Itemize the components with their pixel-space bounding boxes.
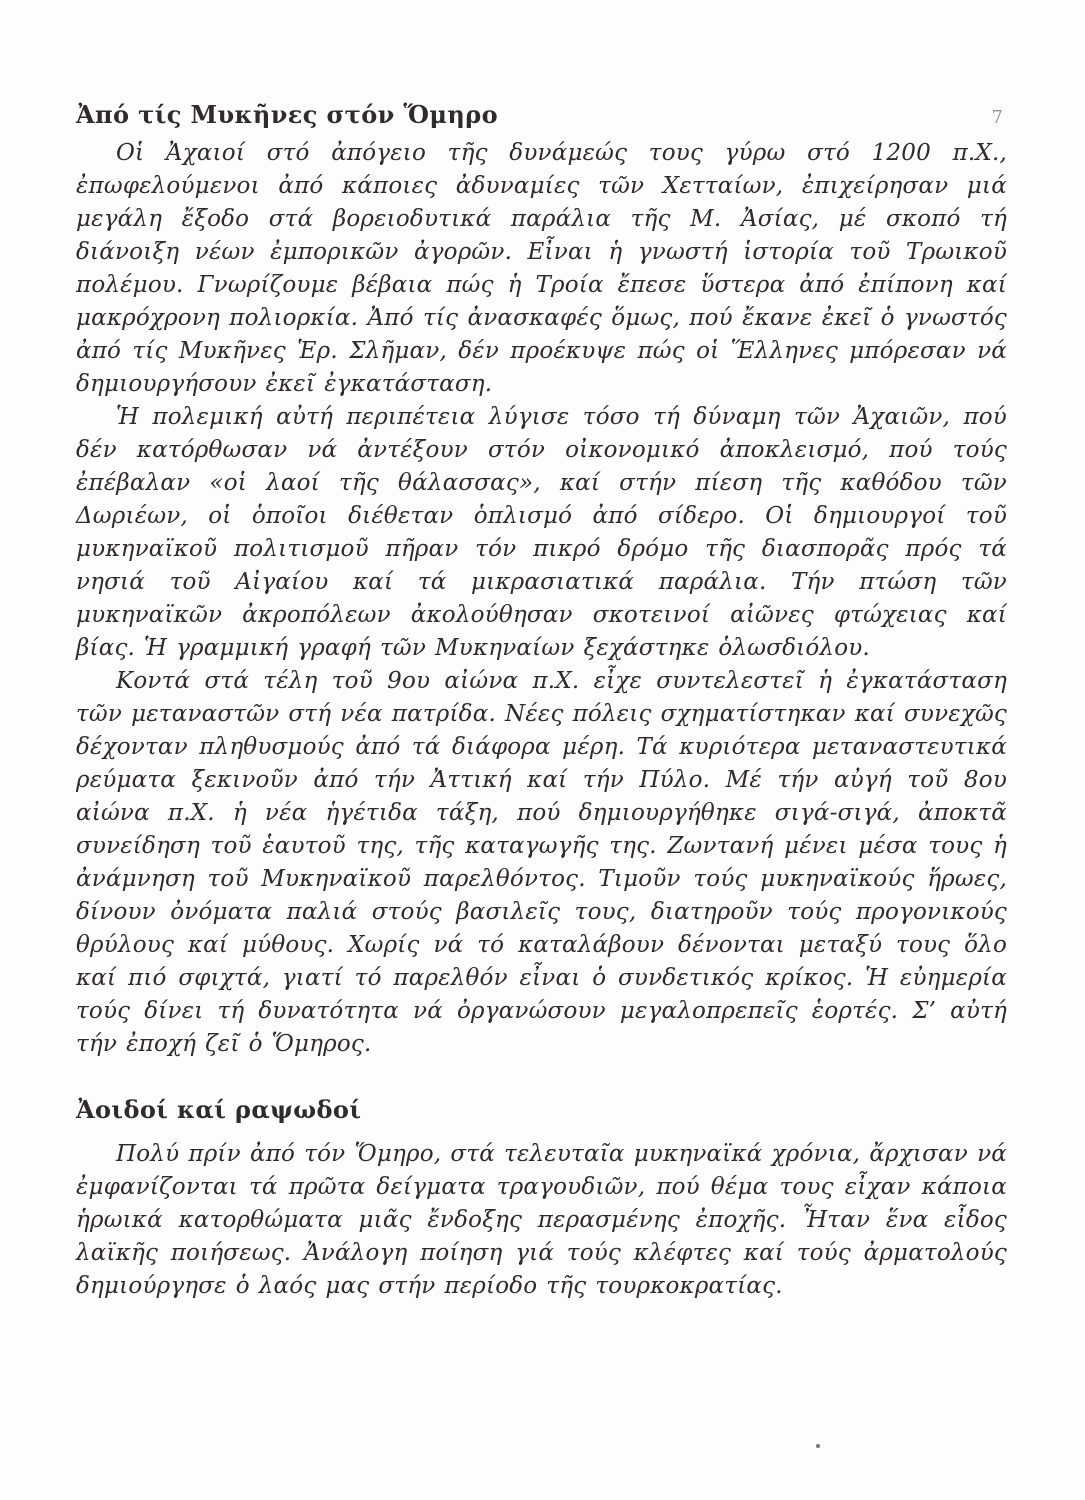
subsection-body [76, 1138, 1007, 1303]
page-header [76, 100, 1007, 129]
paragraph: Οἱ Ἀχαιοί στό ἀπόγειο τῆς δυνάμεώς τους γύρω στό 1200 π.Χ., ἐπωφελούμενοι ἀπό κάποιες ἀδυναμίες τῶν Χετταίων, ἐπιχείρησαν μιά μεγάλη ἔξοδο στά βορειοδυτικά παράλια τῆς Μ. Ἀσίας, μέ σκοπό τή διάνοιξη νέων ἐμπορικῶν ἀγορῶν. Εἶναι ἡ γνωστή ἱστορία τοῦ Τρωικοῦ πολέμου. Γνωρίζουμε βέβαια πώς ἡ Τροία ἔπεσε ὕστερα ἀπό ἐπίπονη καί μακρόχρονη πολιορκία. Ἀπό τίς ἀνασκαφές ὅμως, πού ἔκανε ἐκεῖ ὁ γνωστός ἀπό τίς Μυκῆνες Ἑρ. Σλῆμαν, δέν προέκυψε πώς οἱ Ἕλληνες μπόρεσαν νά δημιουργήσουν ἐκεῖ ἐγκατάσταση. [76, 140, 1007, 397]
scan-artifact-speck [816, 1444, 820, 1448]
subsection-heading: Ἀοιδοί καί ραψωδοί [76, 1095, 362, 1124]
paragraph: Κοντά στά τέλη τοῦ 9ου αἰώνα π.Χ. εἶχε συντελεστεῖ ἡ ἐγκατάσταση τῶν μεταναστῶν στή νέα πατρίδα. Νέες πόλεις σχηματίστηκαν καί συνεχῶς δέχονταν πληθυσμούς ἀπό τά διάφορα μέρη. Τά κυριότερα μεταναστευτικά ρεύματα ξεκινοῦν ἀπό τήν Ἀττική καί τήν Πύλο. Μέ τήν αὐγή τοῦ 8ου αἰώνα π.Χ. ἡ νέα ἡγέτιδα τάξη, πού δημιουργήθηκε σιγά-σιγά, ἀποκτᾶ συνείδηση τοῦ ἑαυτοῦ της, τῆς καταγωγῆς της. Ζωντανή μένει μέσα τους ἡ ἀνάμνηση τοῦ Μυκηναϊκοῦ παρελθόντος. Τιμοῦν τούς μυκηναϊκούς ἥρωες, δίνουν ὀνόματα παλιά στούς βασιλεῖς τους, διατηροῦν τούς προγονικούς θρύλους καί μύθους. Χωρίς νά τό καταλάβουν δένονται μεταξύ τους ὅλο καί πιό σφιχτά, γιατί τό παρελθόν εἶναι ὁ συνδετικός κρίκος. Ἡ εὐημερία τούς δίνει τή δυνατότητα νά ὀργανώσουν μεγαλοπρεπεῖς ἑορτές. Σ’ αὐτή τήν ἐποχή ζεῖ ὁ Ὅμηρος. [76, 668, 1007, 1057]
paragraph: Πολύ πρίν ἀπό τόν Ὅμηρο, στά τελευταῖα μυκηναϊκά χρόνια, ἄρχισαν νά ἐμφανίζονται τά πρῶτα δείγματα τραγουδιῶν, πού θέμα τους εἶχαν κάποια ἡρωικά κατορθώματα μιᾶς ἔνδοξης περασμένης ἐποχῆς. Ἦταν ἕνα εἶδος λαϊκῆς ποιήσεως. Ἀνάλογη ποίηση γιά τούς κλέφτες καί τούς ἀρματολούς δημιούργησε ὁ λαός μας στήν περίοδο τῆς τουρκοκρατίας. [76, 1141, 1007, 1299]
page-number: 7 [991, 107, 1003, 128]
section-body [76, 137, 1007, 1061]
section-heading: Ἀπό τίς Μυκῆνες στόν Ὅμηρο [76, 100, 498, 129]
paragraph: Ἡ πολεμική αὐτή περιπέτεια λύγισε τόσο τή δύναμη τῶν Ἀχαιῶν, πού δέν κατόρθωσαν νά ἀντέξουν στόν οἰκονομικό ἀποκλεισμό, πού τούς ἐπέβαλαν «οἱ λαοί τῆς θάλασσας», καί στήν πίεση τῆς καθόδου τῶν Δωριέων, οἱ ὁποῖοι διέθεταν ὁπλισμό ἀπό σίδερο. Οἱ δημιουργοί τοῦ μυκηναϊκοῦ πολιτισμοῦ πῆραν τόν πικρό δρόμο τῆς διασπορᾶς πρός τά νησιά τοῦ Αἰγαίου καί τά μικρασιατικά παράλια. Τήν πτώση τῶν μυκηναϊκῶν ἀκροπόλεων ἀκολούθησαν σκοτεινοί αἰῶνες φτώχειας καί βίας. Ἡ γραμμική γραφή τῶν Μυκηναίων ξεχάστηκε ὁλωσδιόλου. [76, 404, 1007, 661]
